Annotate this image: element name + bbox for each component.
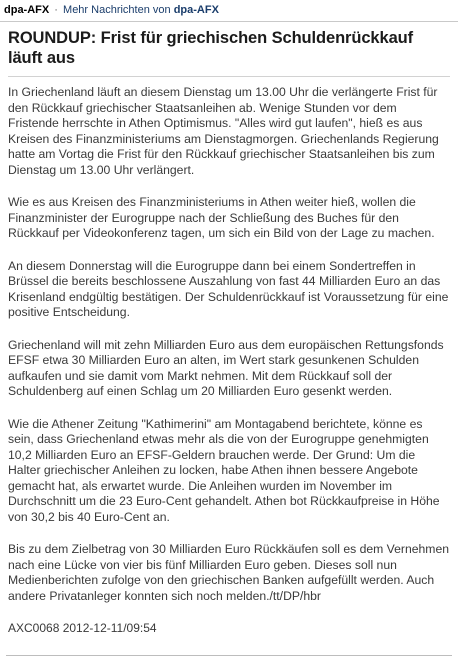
article-meta: AXC0068 2012-12-11/09:54 [8,621,157,635]
article-paragraph: Wie es aus Kreisen des Finanzministeriums in Athen weiter hieß, wollen die Finanzminister der Eurogruppe nach der Schließung des Buches für den Rückkauf per Videokonferenz tagen, um sich ein Bild von der Lage zu machen. [8,195,435,240]
more-news-label: Mehr Nachrichten von [63,4,171,16]
article-paragraph: Bis zu dem Zielbetrag von 30 Milliarden Euro Rückkäufen soll es dem Vernehmen nach eine Lücke von vier bis fünf Milliarden Euro geben. Dieses soll nun Medienberichten zufolge von den griechischen Banken aufgefüllt werden. Auch andere Privatanleger konnten sich noch melden./tt/DP/hbr [8,542,450,603]
article-paragraph: In Griechenland läuft an diesem Dienstag um 13.00 Uhr die verlängerte Frist für den Rückkauf griechischer Staatsanleihen ab. Wenige Stunden vor dem Fristende herrschte in Athen Optimismus. "Alles wird gut laufen", hieß es aus Kreisen des Finanzministeriums am Dienstagmorgen. Griechenlands Regierung hatte am Vortag die Frist für den Rückkauf griechischer Staatsanleihen bis zum Dienstag um 13.00 Uhr verlängert. [8,85,439,177]
more-news-source: dpa-AFX [173,4,219,16]
article-paragraph: Griechenland will mit zehn Milliarden Euro aus dem europäischen Rettungsfonds EFSF etwa 30 Milliarden Euro an alten, im Wert stark gesunkenen Schulden aufkaufen und sie damit vom Markt nehmen. Mit dem Rückkauf soll der Schuldenberg auf einen Schlag um 20 Milliarden Euro gesenkt werden. [8,337,444,398]
source-label: dpa-AFX [4,4,50,16]
article-body [0,22,458,636]
article-paragraph: Wie die Athener Zeitung "Kathimerini" am Montagabend berichtete, könne es sein, dass Griechenland etwas mehr als die von der Eurogruppe genehmigten 10,2 Milliarden Euro an EFSF-Geldern brauchen werde. Der Grund: Um die Halter griechischer Anleihen zu locken, habe Athen ihnen bessere Angebote gemacht hat, als erwartet wurde. Die Anleihen wurden im November im Durchschnitt um die 23 Euro-Cent gehandelt. Athen bot Rückkaufpreise in Höhe von 30,2 bis 40 Euro-Cent an. [8,416,440,524]
bottom-divider [6,655,452,656]
news-source-bar [0,0,458,22]
article-title: ROUNDUP: Frist für griechischen Schuldenrückkauf läuft aus [8,29,414,67]
article-paragraph: An diesem Donnerstag will die Eurogruppe dann bei einem Sondertreffen in Brüssel die bereits beschlossene Auszahlung von fast 44 Milliarden Euro an das Krisenland endgültig bestätigen. Der Schuldenrückkauf ist Voraussetzung für eine positive Entscheidung. [8,258,449,319]
more-news-link[interactable] [63,4,219,16]
title-divider [8,76,450,77]
separator-dot: · [54,4,58,16]
